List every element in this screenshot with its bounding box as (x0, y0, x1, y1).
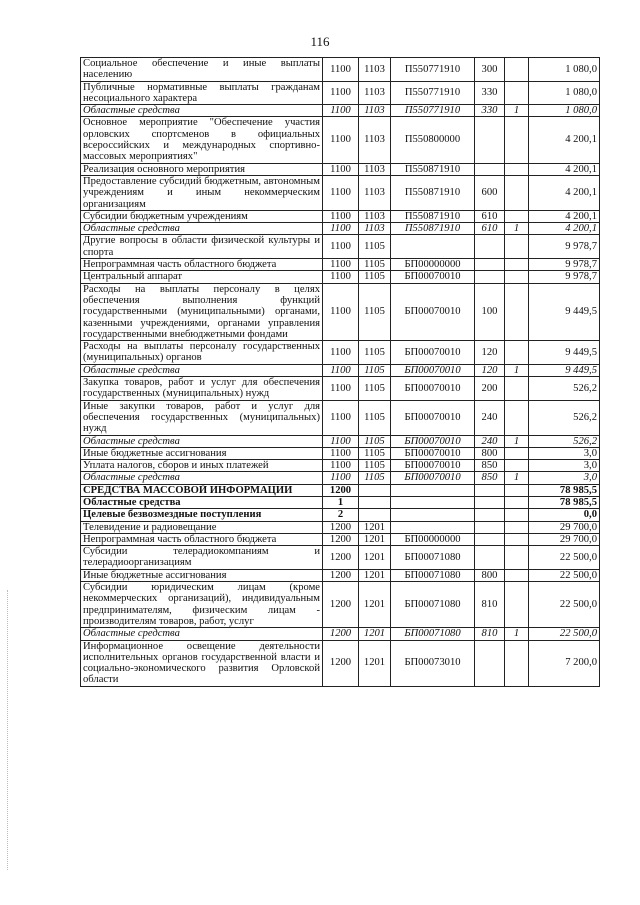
row-amount: 7 200,0 (529, 640, 600, 686)
row-section-code: 1100 (323, 223, 359, 235)
row-expense-type: 850 (475, 460, 505, 472)
table-row (81, 175, 600, 210)
row-name: Другие вопросы в области физической культуры и спорта (81, 235, 323, 259)
row-name: Областные средства (81, 435, 323, 447)
row-expense-type (475, 546, 505, 570)
row-name: Субсидии юридическим лицам (кроме некоммерческих организаций), индивидуальным предпринимателям, физическим лицам - производителям товаров, работ, услуг (81, 582, 323, 628)
row-subsection-code: 1201 (359, 569, 391, 581)
row-amount: 9 978,7 (529, 259, 600, 271)
row-target-article: П550871910 (391, 223, 475, 235)
row-name: Областные средства (81, 628, 323, 640)
row-subsection-code: 1105 (359, 341, 391, 365)
row-section-code: 1100 (323, 175, 359, 210)
table-row (81, 496, 600, 508)
row-section-code: 1100 (323, 364, 359, 376)
table-row (81, 582, 600, 628)
row-amount: 0,0 (529, 509, 600, 521)
row-fund-source: 1 (505, 223, 529, 235)
row-target-article: БП00070010 (391, 400, 475, 435)
row-subsection-code: 1105 (359, 259, 391, 271)
row-amount: 9 449,5 (529, 341, 600, 365)
row-expense-type: 330 (475, 81, 505, 105)
row-section-code: 1200 (323, 569, 359, 581)
row-amount: 1 080,0 (529, 105, 600, 117)
row-section-code: 1100 (323, 235, 359, 259)
row-subsection-code: 1201 (359, 628, 391, 640)
table-row (81, 259, 600, 271)
table-row (81, 283, 600, 340)
row-fund-source (505, 117, 529, 163)
row-amount: 9 978,7 (529, 235, 600, 259)
row-amount: 1 080,0 (529, 81, 600, 105)
row-subsection-code: 1105 (359, 435, 391, 447)
row-target-article: БП00070010 (391, 364, 475, 376)
row-expense-type: 810 (475, 628, 505, 640)
row-fund-source (505, 484, 529, 496)
table-row (81, 105, 600, 117)
row-fund-source (505, 283, 529, 340)
row-expense-type (475, 640, 505, 686)
row-expense-type: 610 (475, 223, 505, 235)
row-amount: 4 200,1 (529, 175, 600, 210)
row-section-code: 1200 (323, 484, 359, 496)
table-row (81, 341, 600, 365)
row-amount: 9 978,7 (529, 271, 600, 283)
row-amount: 526,2 (529, 435, 600, 447)
row-section-code: 1100 (323, 472, 359, 484)
table-row (81, 377, 600, 401)
row-expense-type: 120 (475, 341, 505, 365)
row-target-article: БП00070010 (391, 341, 475, 365)
row-expense-type (475, 259, 505, 271)
row-fund-source: 1 (505, 472, 529, 484)
row-expense-type: 120 (475, 364, 505, 376)
row-name: Уплата налогов, сборов и иных платежей (81, 460, 323, 472)
row-expense-type (475, 235, 505, 259)
scan-edge-marks (7, 590, 9, 870)
row-target-article: П550800000 (391, 117, 475, 163)
table-row (81, 117, 600, 163)
row-fund-source (505, 569, 529, 581)
row-subsection-code: 1201 (359, 546, 391, 570)
table-row (81, 364, 600, 376)
row-subsection-code: 1103 (359, 58, 391, 82)
row-section-code: 1100 (323, 81, 359, 105)
row-target-article: П550871910 (391, 175, 475, 210)
row-subsection-code: 1201 (359, 521, 391, 533)
row-subsection-code: 1105 (359, 283, 391, 340)
row-section-code: 1 (323, 496, 359, 508)
row-section-code: 1100 (323, 400, 359, 435)
row-fund-source (505, 521, 529, 533)
row-target-article: БП00071080 (391, 628, 475, 640)
row-name: Публичные нормативные выплаты гражданам несоциального характера (81, 81, 323, 105)
row-amount: 78 985,5 (529, 484, 600, 496)
row-amount: 22 500,0 (529, 546, 600, 570)
row-section-code: 1100 (323, 117, 359, 163)
table-row (81, 546, 600, 570)
row-fund-source (505, 210, 529, 222)
row-name: Областные средства (81, 364, 323, 376)
row-fund-source (505, 533, 529, 545)
row-target-article (391, 521, 475, 533)
table-row (81, 640, 600, 686)
row-section-code: 1200 (323, 640, 359, 686)
table-row (81, 460, 600, 472)
row-name: Расходы на выплаты персоналу в целях обеспечения выполнения функций государственными (муниципальными) органами, казенными учреждениями, органами управления государственными внебюджетными фондами (81, 283, 323, 340)
table-row (81, 81, 600, 105)
row-expense-type (475, 496, 505, 508)
row-expense-type: 300 (475, 58, 505, 82)
row-name: Центральный аппарат (81, 271, 323, 283)
row-subsection-code: 1103 (359, 210, 391, 222)
row-section-code: 1100 (323, 377, 359, 401)
row-name: Непрограммная часть областного бюджета (81, 259, 323, 271)
row-subsection-code: 1105 (359, 472, 391, 484)
row-subsection-code: 1201 (359, 533, 391, 545)
row-fund-source (505, 546, 529, 570)
row-target-article: БП00070010 (391, 460, 475, 472)
row-name: Иные бюджетные ассигнования (81, 569, 323, 581)
row-target-article: БП00000000 (391, 533, 475, 545)
row-expense-type (475, 117, 505, 163)
row-section-code: 1200 (323, 628, 359, 640)
table-row (81, 210, 600, 222)
row-amount: 9 449,5 (529, 283, 600, 340)
table-row (81, 472, 600, 484)
table-row (81, 628, 600, 640)
row-section-code: 1100 (323, 341, 359, 365)
row-target-article: БП00070010 (391, 377, 475, 401)
row-fund-source: 1 (505, 628, 529, 640)
row-subsection-code: 1105 (359, 460, 391, 472)
row-expense-type (475, 484, 505, 496)
row-expense-type: 600 (475, 175, 505, 210)
table-row (81, 435, 600, 447)
row-fund-source (505, 235, 529, 259)
row-target-article (391, 496, 475, 508)
row-expense-type (475, 521, 505, 533)
row-target-article: П550771910 (391, 58, 475, 82)
row-fund-source (505, 509, 529, 521)
row-subsection-code: 1103 (359, 105, 391, 117)
row-name: Иные бюджетные ассигнования (81, 447, 323, 459)
row-section-code: 1100 (323, 105, 359, 117)
row-subsection-code: 1103 (359, 175, 391, 210)
row-target-article: БП00000000 (391, 259, 475, 271)
row-name: СРЕДСТВА МАССОВОЙ ИНФОРМАЦИИ (81, 484, 323, 496)
row-target-article: БП00071080 (391, 582, 475, 628)
row-name: Областные средства (81, 105, 323, 117)
row-fund-source (505, 582, 529, 628)
row-section-code: 2 (323, 509, 359, 521)
row-amount: 526,2 (529, 400, 600, 435)
row-subsection-code: 1201 (359, 640, 391, 686)
row-section-code: 1100 (323, 435, 359, 447)
row-amount: 22 500,0 (529, 628, 600, 640)
row-fund-source (505, 377, 529, 401)
row-fund-source: 1 (505, 105, 529, 117)
row-amount: 526,2 (529, 377, 600, 401)
row-amount: 4 200,1 (529, 117, 600, 163)
row-fund-source (505, 400, 529, 435)
row-name: Областные средства (81, 496, 323, 508)
row-subsection-code: 1105 (359, 271, 391, 283)
row-name: Телевидение и радиовещание (81, 521, 323, 533)
row-name: Основное мероприятие "Обеспечение участия орловских спортсменов в официальных всероссийских и международных спортивно-массовых мероприятиях" (81, 117, 323, 163)
row-subsection-code: 1201 (359, 582, 391, 628)
table-row (81, 447, 600, 459)
row-section-code: 1100 (323, 447, 359, 459)
row-fund-source (505, 447, 529, 459)
row-amount: 4 200,1 (529, 210, 600, 222)
row-section-code: 1100 (323, 163, 359, 175)
row-target-article: П550771910 (391, 81, 475, 105)
row-expense-type (475, 163, 505, 175)
row-amount: 29 700,0 (529, 521, 600, 533)
table-row (81, 58, 600, 82)
row-fund-source: 1 (505, 364, 529, 376)
table-row (81, 271, 600, 283)
row-amount: 4 200,1 (529, 163, 600, 175)
row-expense-type: 200 (475, 377, 505, 401)
table-row (81, 533, 600, 545)
row-target-article (391, 509, 475, 521)
row-expense-type: 810 (475, 582, 505, 628)
row-fund-source (505, 496, 529, 508)
row-section-code: 1200 (323, 533, 359, 545)
row-target-article: БП00073010 (391, 640, 475, 686)
row-subsection-code: 1103 (359, 117, 391, 163)
row-subsection-code: 1105 (359, 447, 391, 459)
row-amount: 29 700,0 (529, 533, 600, 545)
table-row (81, 400, 600, 435)
row-section-code: 1100 (323, 210, 359, 222)
row-section-code: 1100 (323, 271, 359, 283)
row-subsection-code (359, 509, 391, 521)
row-fund-source (505, 58, 529, 82)
row-fund-source (505, 81, 529, 105)
row-section-code: 1100 (323, 283, 359, 340)
row-target-article: П550871910 (391, 210, 475, 222)
row-fund-source (505, 259, 529, 271)
row-expense-type: 330 (475, 105, 505, 117)
row-subsection-code: 1103 (359, 223, 391, 235)
row-expense-type (475, 271, 505, 283)
row-name: Расходы на выплаты персоналу государственных (муниципальных) органов (81, 341, 323, 365)
row-expense-type: 800 (475, 569, 505, 581)
row-subsection-code: 1105 (359, 364, 391, 376)
page-number: 116 (310, 34, 330, 49)
row-name: Областные средства (81, 223, 323, 235)
row-fund-source (505, 271, 529, 283)
row-name: Субсидии телерадиокомпаниям и телерадиоорганизациям (81, 546, 323, 570)
table-row (81, 484, 600, 496)
table-row (81, 521, 600, 533)
row-name: Иные закупки товаров, работ и услуг для обеспечения государственных (муниципальных) нужд (81, 400, 323, 435)
row-subsection-code: 1105 (359, 235, 391, 259)
row-fund-source (505, 175, 529, 210)
row-name: Предоставление субсидий бюджетным, автономным учреждениям и иным некоммерческим организациям (81, 175, 323, 210)
row-fund-source (505, 640, 529, 686)
row-fund-source: 1 (505, 435, 529, 447)
row-target-article: БП00070010 (391, 472, 475, 484)
row-name: Целевые безвозмездные поступления (81, 509, 323, 521)
row-target-article: БП00070010 (391, 435, 475, 447)
row-target-article: П550871910 (391, 163, 475, 175)
row-section-code: 1200 (323, 546, 359, 570)
row-amount: 3,0 (529, 472, 600, 484)
row-subsection-code: 1103 (359, 81, 391, 105)
row-name: Субсидии бюджетным учреждениям (81, 210, 323, 222)
row-target-article: БП00070010 (391, 447, 475, 459)
row-name: Областные средства (81, 472, 323, 484)
row-expense-type: 240 (475, 435, 505, 447)
row-amount: 78 985,5 (529, 496, 600, 508)
row-section-code: 1100 (323, 460, 359, 472)
row-target-article: БП00070010 (391, 283, 475, 340)
row-expense-type: 850 (475, 472, 505, 484)
row-name: Реализация основного мероприятия (81, 163, 323, 175)
row-subsection-code: 1103 (359, 163, 391, 175)
row-name: Социальное обеспечение и иные выплаты населению (81, 58, 323, 82)
row-amount: 3,0 (529, 460, 600, 472)
row-subsection-code: 1105 (359, 400, 391, 435)
row-name: Закупка товаров, работ и услуг для обеспечения государственных (муниципальных) нужд (81, 377, 323, 401)
row-target-article: П550771910 (391, 105, 475, 117)
row-name: Непрограммная часть областного бюджета (81, 533, 323, 545)
row-name: Информационное освещение деятельности исполнительных органов государственной власти и социально-экономического развития Орловской области (81, 640, 323, 686)
row-amount: 3,0 (529, 447, 600, 459)
row-target-article (391, 484, 475, 496)
row-section-code: 1200 (323, 521, 359, 533)
row-subsection-code: 1105 (359, 377, 391, 401)
row-section-code: 1200 (323, 582, 359, 628)
row-amount: 22 500,0 (529, 582, 600, 628)
row-expense-type (475, 509, 505, 521)
table-row (81, 235, 600, 259)
row-amount: 1 080,0 (529, 58, 600, 82)
table-row (81, 509, 600, 521)
table-row (81, 569, 600, 581)
row-subsection-code (359, 496, 391, 508)
table-row (81, 223, 600, 235)
row-expense-type: 610 (475, 210, 505, 222)
row-fund-source (505, 341, 529, 365)
row-target-article (391, 235, 475, 259)
row-amount: 4 200,1 (529, 223, 600, 235)
row-target-article: БП00071080 (391, 546, 475, 570)
budget-table (80, 57, 600, 687)
row-target-article: БП00070010 (391, 271, 475, 283)
row-section-code: 1100 (323, 259, 359, 271)
row-section-code: 1100 (323, 58, 359, 82)
row-amount: 9 449,5 (529, 364, 600, 376)
row-target-article: БП00071080 (391, 569, 475, 581)
row-expense-type: 800 (475, 447, 505, 459)
row-subsection-code (359, 484, 391, 496)
budget-table-body (81, 58, 600, 687)
row-expense-type (475, 533, 505, 545)
row-expense-type: 100 (475, 283, 505, 340)
table-row (81, 163, 600, 175)
row-amount: 22 500,0 (529, 569, 600, 581)
row-fund-source (505, 163, 529, 175)
row-fund-source (505, 460, 529, 472)
row-expense-type: 240 (475, 400, 505, 435)
